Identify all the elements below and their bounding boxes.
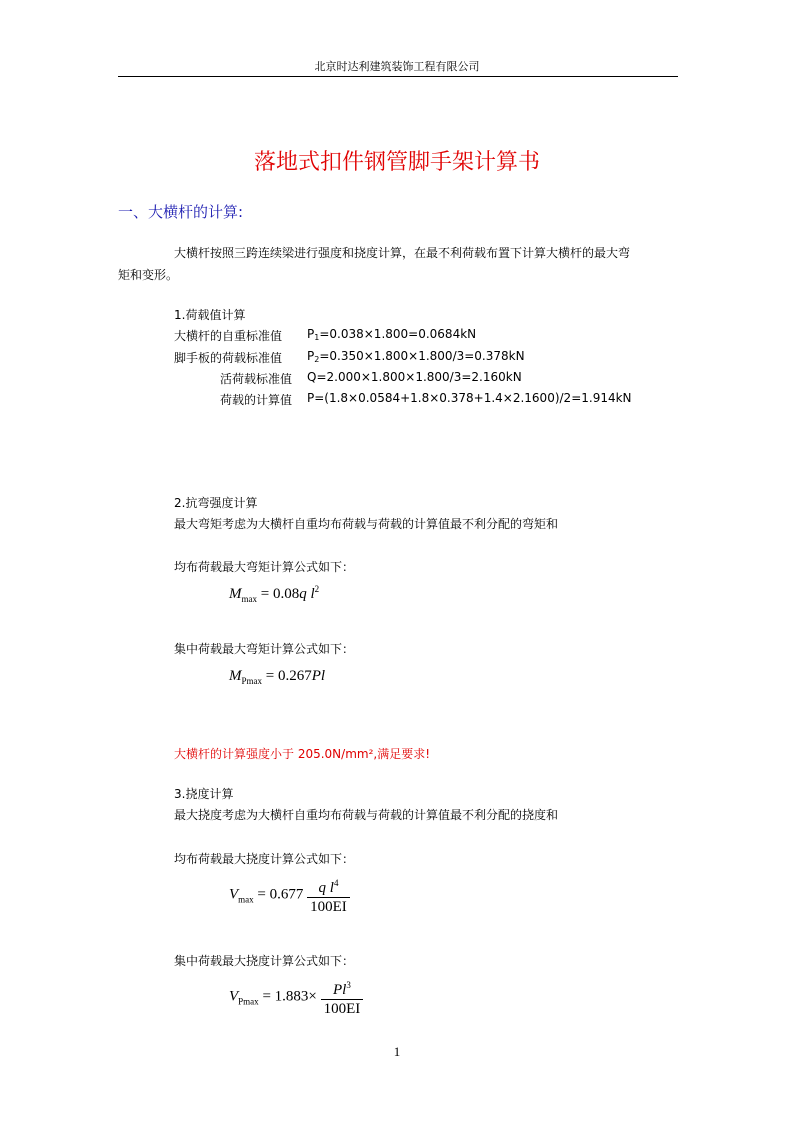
formula-moment-point: $M_{Pmax} = 0.267Pl$ [229, 668, 326, 686]
load-row-value: Q=2.000×1.800×1.800/3=2.160kN [307, 370, 522, 384]
load-row-label: 荷载的计算值 [219, 393, 292, 407]
load-row-value: P2=0.350×1.800×1.800/3=0.378kN [307, 349, 525, 364]
bending-uniform-label: 均布荷载最大弯矩计算公式如下： [174, 560, 355, 574]
bending-result: 大横杆的计算强度小于 205.0N/mm²,满足要求! [174, 747, 431, 761]
load-row-label: 活荷载标准值 [219, 372, 292, 386]
deflection-point-label: 集中荷载最大挠度计算公式如下： [174, 954, 355, 968]
load-row-label: 脚手板的荷载标准值 [174, 351, 283, 365]
load-heading: 1.荷载值计算 [174, 308, 246, 322]
section-heading: 一、大横杆的计算: [118, 203, 244, 221]
header-rule [118, 76, 678, 77]
load-row-value: P=(1.8×0.0584+1.8×0.378+1.4×2.1600)/2=1.914kN [307, 391, 632, 405]
deflection-desc: 最大挠度考虑为大横杆自重均布荷载与荷载的计算值最不利分配的挠度和 [174, 808, 559, 822]
deflection-heading: 3.挠度计算 [174, 787, 234, 801]
formula-deflection-uniform: $V_{max} = 0.677$ $\frac{q l^4}{100EI}$ [229, 874, 350, 916]
intro-line-2: 矩和变形。 [118, 268, 179, 282]
load-row-value: P1=0.038×1.800=0.0684kN [307, 327, 477, 342]
document-title: 落地式扣件钢管脚手架计算书 [253, 150, 540, 175]
bending-point-label: 集中荷载最大弯矩计算公式如下： [174, 642, 355, 656]
deflection-uniform-label: 均布荷载最大挠度计算公式如下： [174, 852, 355, 866]
bending-heading: 2.抗弯强度计算 [174, 496, 258, 510]
load-row-2 [174, 349, 525, 366]
page-number: 1 [393, 1044, 401, 1059]
bending-desc: 最大弯矩考虑为大横杆自重均布荷载与荷载的计算值最不利分配的弯矩和 [174, 517, 559, 531]
formula-moment-uniform: $M_{max} = 0.08q$ $l^2$ [229, 584, 320, 604]
load-row-label: 大横杆的自重标准值 [174, 329, 283, 343]
load-row-1 [174, 327, 477, 344]
formula-deflection-point: $V_{Pmax} = 1.883\times$ $\frac{Pl^3}{100EI}$ [229, 976, 363, 1018]
intro-line-1: 大横杆按照三跨连续梁进行强度和挠度计算，在最不利荷载布置下计算大横杆的最大弯 [174, 246, 631, 260]
page-header: 北京时达利建筑装饰工程有限公司 [314, 60, 480, 73]
